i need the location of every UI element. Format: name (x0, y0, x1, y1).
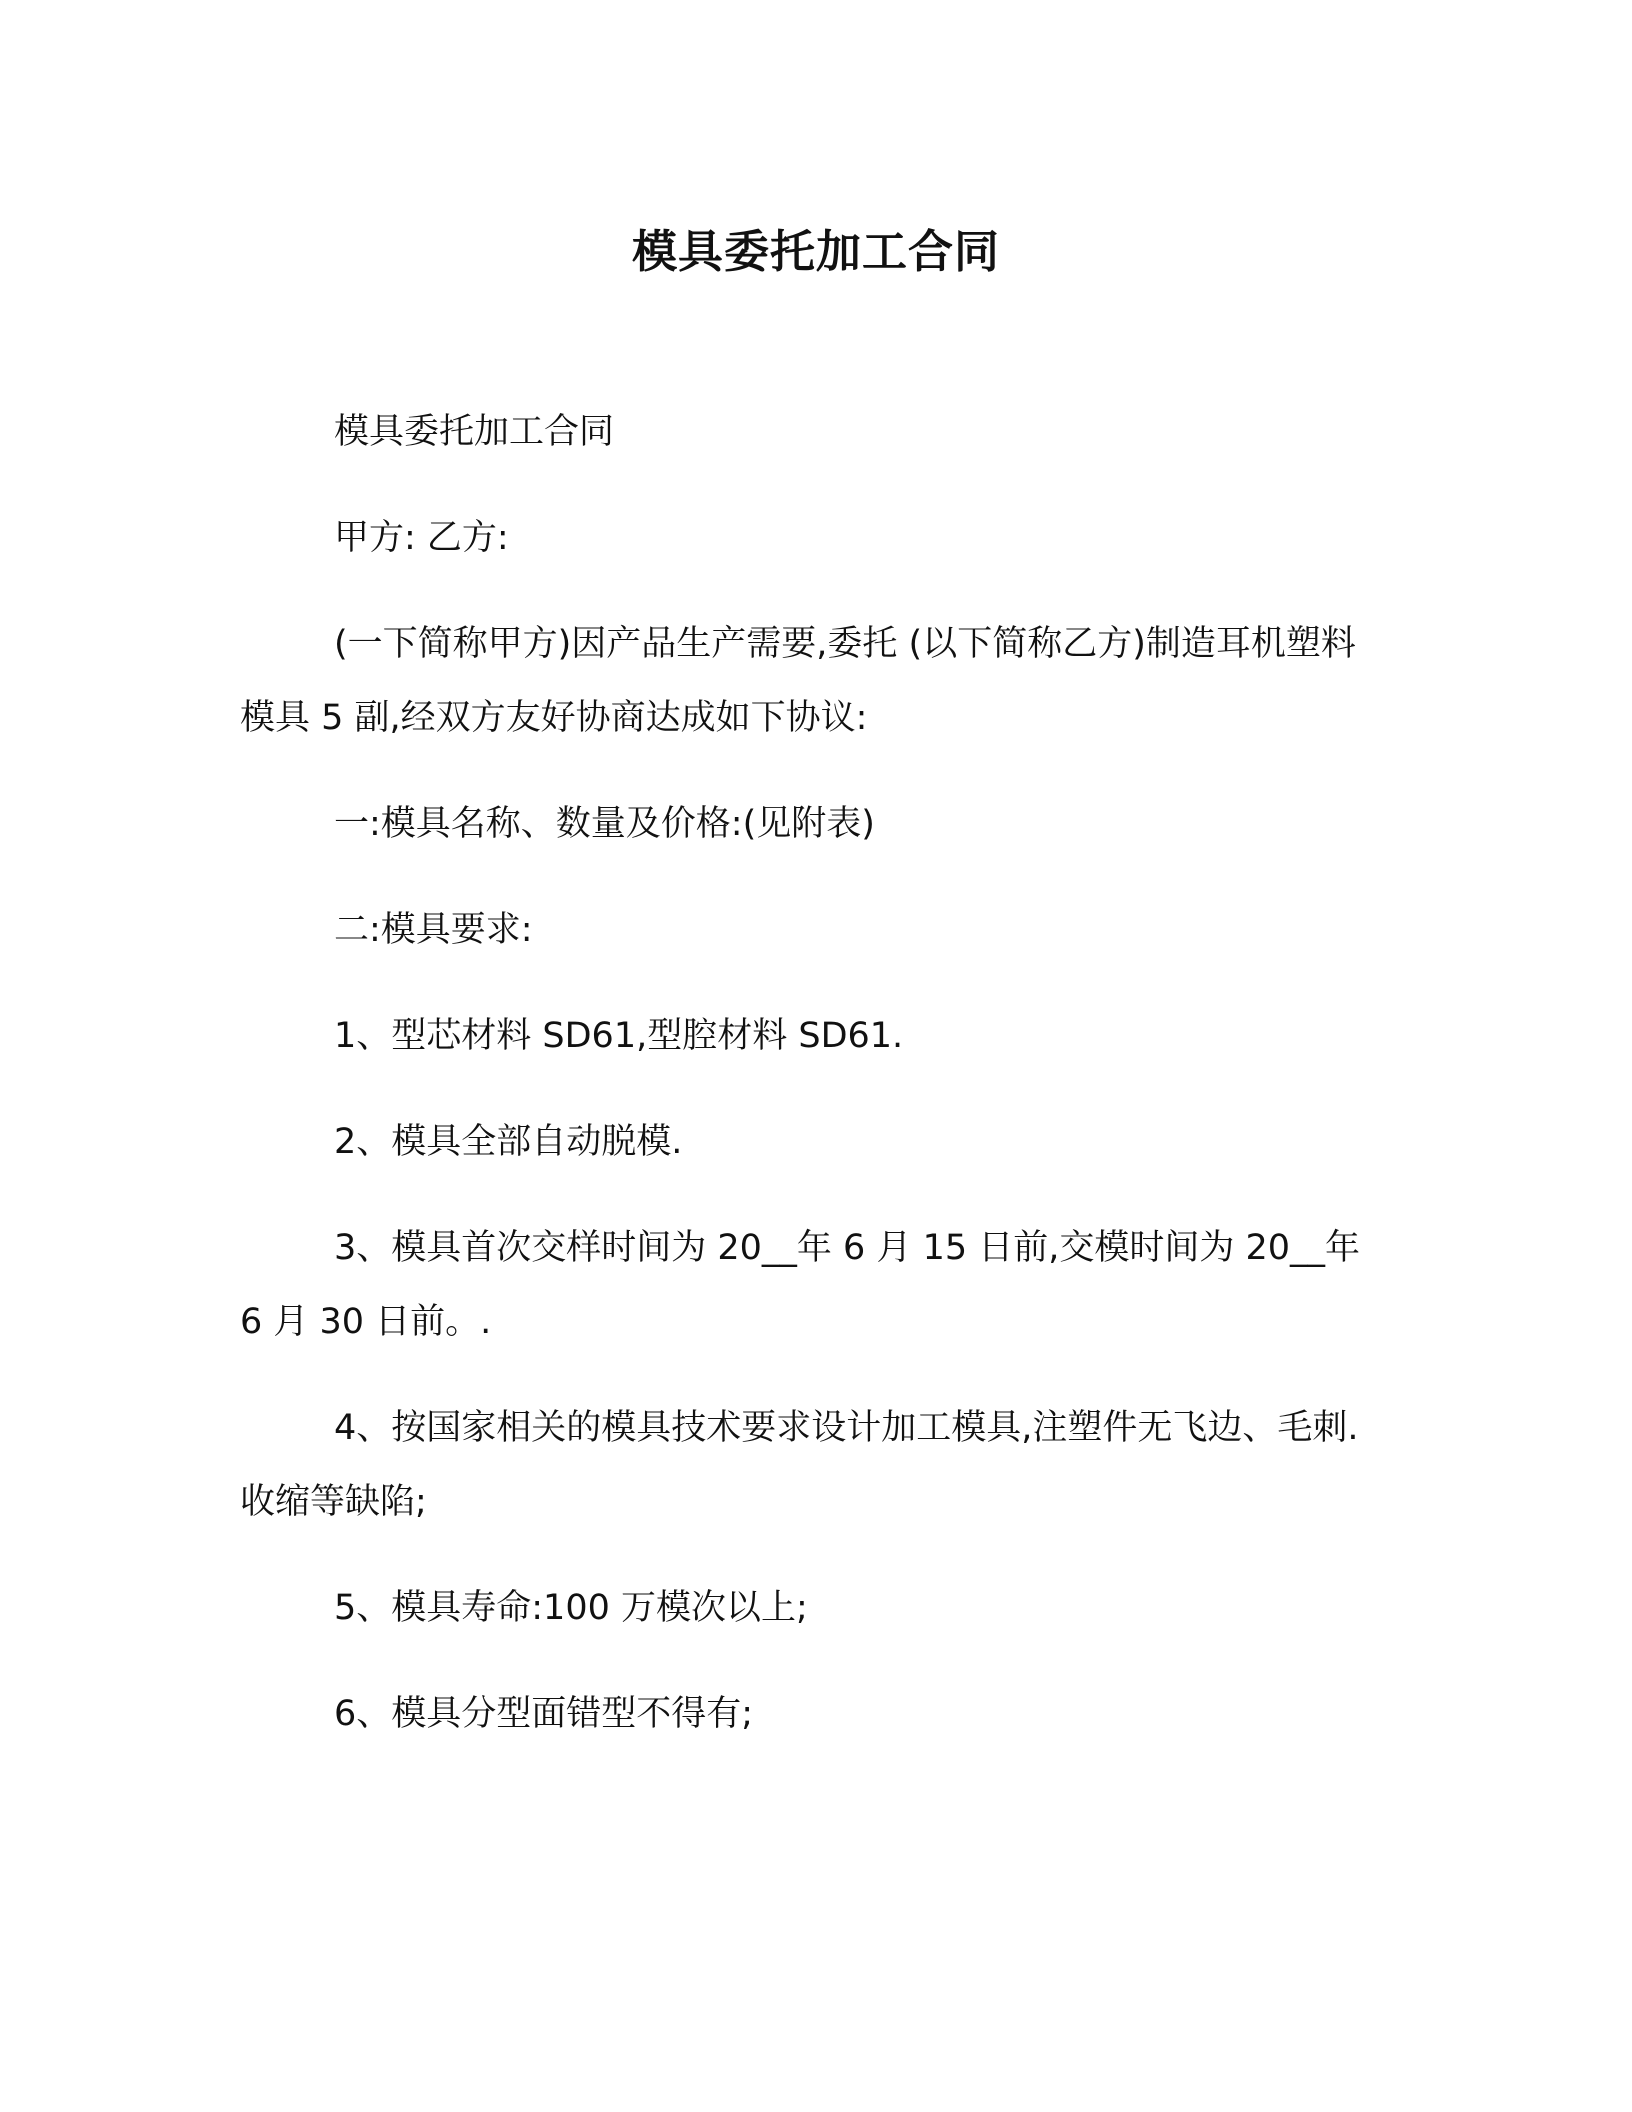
paragraph-item-3: 3、模具首次交样时间为 20__年 6 月 15 日前,交模时间为 20__年 6 月 30 日前。. (240, 1228, 1372, 1342)
paragraph-item-6: 6、模具分型面错型不得有; (334, 1694, 754, 1734)
paragraph-item-5: 5、模具寿命:100 万模次以上; (334, 1588, 808, 1628)
paragraph-item-1: 1、型芯材料 SD61,型腔材料 SD61. (334, 1016, 904, 1056)
paragraph-item-2: 2、模具全部自动脱模. (334, 1122, 683, 1162)
paragraph-item-4: 4、按国家相关的模具技术要求设计加工模具,注塑件无飞边、毛刺.收缩等缺陷; (240, 1408, 1359, 1522)
paragraph-heading: 模具委托加工合同 (334, 412, 615, 452)
paragraph-section-1: 一:模具名称、数量及价格:(见附表) (334, 804, 875, 844)
document-title: 模具委托加工合同 (631, 225, 1000, 278)
paragraph-intro: (一下简称甲方)因产品生产需要,委托 (以下简称乙方)制造耳机塑料模具 5 副,经双方友好协商达成如下协议: (240, 624, 1356, 738)
paragraph-section-2: 二:模具要求: (334, 910, 533, 950)
document-body (240, 395, 1375, 1751)
paragraph-parties: 甲方: 乙方: (334, 518, 509, 558)
